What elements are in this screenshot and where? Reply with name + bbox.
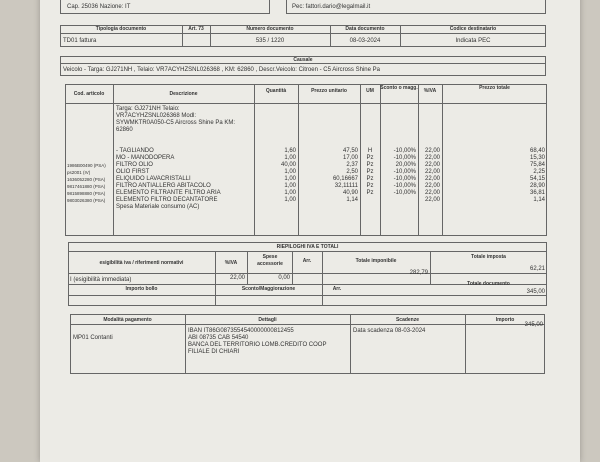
item-price: 60,16667 xyxy=(332,176,358,182)
item-qty: 1,00 xyxy=(284,169,296,175)
item-price: 17,00 xyxy=(342,155,358,161)
vat-rate-value: 22,00 xyxy=(229,275,245,281)
item-desc: ELIQUIDO LAVACRISTALLI xyxy=(116,176,191,182)
item-qty: 40,00 xyxy=(280,162,296,168)
recipient-code-value: Indicata PEC xyxy=(455,38,491,44)
item-um: Pz xyxy=(366,169,374,175)
item-code: 9815898880 (PSA) xyxy=(67,191,106,196)
doc-type-value: TD01 fattura xyxy=(63,38,97,44)
doc-date-header: Data documento xyxy=(345,26,385,32)
payment-branch: FILIALE DI CHIARI xyxy=(188,349,240,355)
doc-number-value: 535 / 1220 xyxy=(255,38,285,44)
payment-mode-value: MP01 Contanti xyxy=(73,335,113,341)
vehicle-intro-line: SYWMKTR0A050-C5 Aircross Shine Pa KM: xyxy=(116,120,236,126)
document-total-value: 345,00 xyxy=(526,289,545,295)
payment-due-value: Data scadenza 08-03-2024 xyxy=(353,328,426,334)
vehicle-intro-line: 62860 xyxy=(116,127,133,133)
item-vat: 22,00 xyxy=(424,148,440,154)
payment-iban: IBAN IT86G0873554540000000812455 xyxy=(188,328,294,334)
tax-total-value: 62,21 xyxy=(529,266,545,272)
item-desc: - TAGLIANDO xyxy=(116,148,154,154)
col-unit-price-header: Prezzo unitario xyxy=(311,88,347,94)
item-price: 2,37 xyxy=(346,162,358,168)
item-price: 47,50 xyxy=(342,148,358,154)
item-price: 1,14 xyxy=(346,197,358,203)
payment-abi-cab: ABI 08735 CAB 54540 xyxy=(188,335,249,341)
seller-postal-code: Cap. 25036 Nazione: IT xyxy=(67,4,131,10)
payment-due-header: Scadenze xyxy=(395,317,420,323)
document-total-header: Totale documento xyxy=(467,281,510,287)
causale-label: Causale xyxy=(293,57,313,63)
accessory-costs-value: 0,00 xyxy=(278,275,290,281)
item-disc: -10,00% xyxy=(393,176,416,182)
item-vat: 22,00 xyxy=(424,176,440,182)
item-qty: 1,60 xyxy=(284,148,296,154)
item-um: Pz xyxy=(366,183,374,189)
doc-date-value: 08-03-2024 xyxy=(349,38,381,44)
item-um: Pz xyxy=(366,190,374,196)
art73-header: Art. 73 xyxy=(188,26,204,32)
col-code-header: Cod. articolo xyxy=(73,91,105,97)
item-vat: 22,00 xyxy=(424,190,440,196)
item-disc: -10,00% xyxy=(393,190,416,196)
item-total: 1,14 xyxy=(533,197,545,203)
item-vat: 22,00 xyxy=(424,197,440,203)
payment-amount-header: Importo xyxy=(495,317,515,323)
item-desc: ELEMENTO FILTRO DECANTATORE xyxy=(116,197,218,203)
payment-mode-header: Modalità pagamento xyxy=(103,317,152,323)
item-vat: 22,00 xyxy=(424,183,440,189)
doc-type-header: Tipologia documento xyxy=(95,26,147,32)
item-disc: -10,00% xyxy=(393,183,416,189)
payment-bank-name: BANCA DEL TERRITORIO LOMB.CREDITO COOP xyxy=(188,342,327,348)
item-total: 75,84 xyxy=(529,162,545,168)
invoice-page xyxy=(40,0,580,462)
item-vat: 22,00 xyxy=(424,155,440,161)
item-qty: 1,00 xyxy=(284,176,296,182)
payment-amount-value: 345,00 xyxy=(524,322,543,328)
doc-number-header: Numero documento xyxy=(246,26,294,32)
item-vat: 22,00 xyxy=(424,162,440,168)
vat-rate-header: %IVA xyxy=(224,260,238,266)
discount-header: Sconto/Maggiorazione xyxy=(241,286,296,292)
item-um: Pz xyxy=(366,176,374,182)
vehicle-intro-line: VR7ACYHZSNL026368 Modl: xyxy=(116,113,197,119)
item-qty: 1,00 xyxy=(284,155,296,161)
item-code: 1986B00490 (PSA) xyxy=(67,163,106,168)
rounding2-header: Arr. xyxy=(332,286,342,292)
tax-total-header: Totale imposta xyxy=(471,254,506,260)
item-um: Pz xyxy=(366,162,374,168)
item-code: 9817461880 (PSA) xyxy=(67,184,106,189)
col-discount-header: Sconto o magg. xyxy=(380,85,418,91)
item-code: 9803026380 (PSA) xyxy=(67,198,106,203)
accessory-costs-header: Spese accessorie xyxy=(257,254,283,267)
taxable-total-value: 282,79 xyxy=(409,270,428,276)
item-code: 1636052280 (PSA) xyxy=(67,177,106,182)
item-disc: -10,00% xyxy=(393,148,416,154)
vat-eligibility-header: esigibilità iva / riferimenti normativi xyxy=(99,260,184,266)
recipient-code-header: Codice destinatario xyxy=(449,26,497,32)
item-um: H xyxy=(367,148,373,154)
payment-details-header: Dettagli xyxy=(258,317,277,323)
col-description-header: Descrizione xyxy=(169,91,198,97)
col-total-header: Prezzo totale xyxy=(479,85,510,91)
vat-eligibility-value: I (esigibilità immediata) xyxy=(70,277,132,283)
vehicle-intro-line: Targa: GJ271NH Telaio: xyxy=(116,106,180,112)
item-disc: -10,00% xyxy=(393,155,416,161)
col-quantity-header: Quantità xyxy=(265,88,287,94)
item-total: 15,30 xyxy=(529,155,545,161)
item-total: 68,40 xyxy=(529,148,545,154)
item-total: 2,25 xyxy=(533,169,545,175)
item-desc: Spesa Materiale consumo (AC) xyxy=(116,204,200,210)
item-disc: 20,00% xyxy=(395,162,416,168)
taxable-total-header: Totale imponibile xyxy=(355,258,397,264)
item-desc: FILTRO OLIO xyxy=(116,162,153,168)
item-total: 36,81 xyxy=(529,190,545,196)
item-qty: 1,00 xyxy=(284,197,296,203)
item-desc: OLIO FIRST xyxy=(116,169,150,175)
item-disc: -10,00% xyxy=(393,169,416,175)
item-desc: ELEMENTO FILTRANTE FILTRO ARIA xyxy=(116,190,221,196)
item-desc: MO - MANODOPERA xyxy=(116,155,175,161)
item-price: 32,11111 xyxy=(334,183,358,189)
item-qty: 1,00 xyxy=(284,190,296,196)
item-code: ps2001 (IV) xyxy=(67,170,91,175)
causale-text: Veicolo - Targa: GJ271NH , Telaio: VR7ACYHZSNL026368 , KM: 62860 , Descr.Veicolo: Citroen - C5 Aircross Shine Pa xyxy=(63,67,380,73)
item-total: 28,90 xyxy=(529,183,545,189)
col-vat-header: %IVA xyxy=(423,88,437,94)
customer-pec: Pec: fattori.dario@legalmail.it xyxy=(292,4,371,10)
summary-title: RIEPILOGHI IVA E TOTALI xyxy=(276,244,339,250)
item-total: 54,15 xyxy=(529,176,545,182)
item-desc: FILTRO ANTIALLERG ABITACOLO xyxy=(116,183,211,189)
item-vat: 22,00 xyxy=(424,169,440,175)
stamp-duty-header: Importo bollo xyxy=(125,286,158,292)
item-qty: 1,00 xyxy=(284,183,296,189)
rounding-header: Arr. xyxy=(302,258,312,264)
item-price: 40,90 xyxy=(342,190,358,196)
item-um: Pz xyxy=(366,155,374,161)
item-price: 2,50 xyxy=(346,169,358,175)
col-um-header: UM xyxy=(366,88,374,94)
